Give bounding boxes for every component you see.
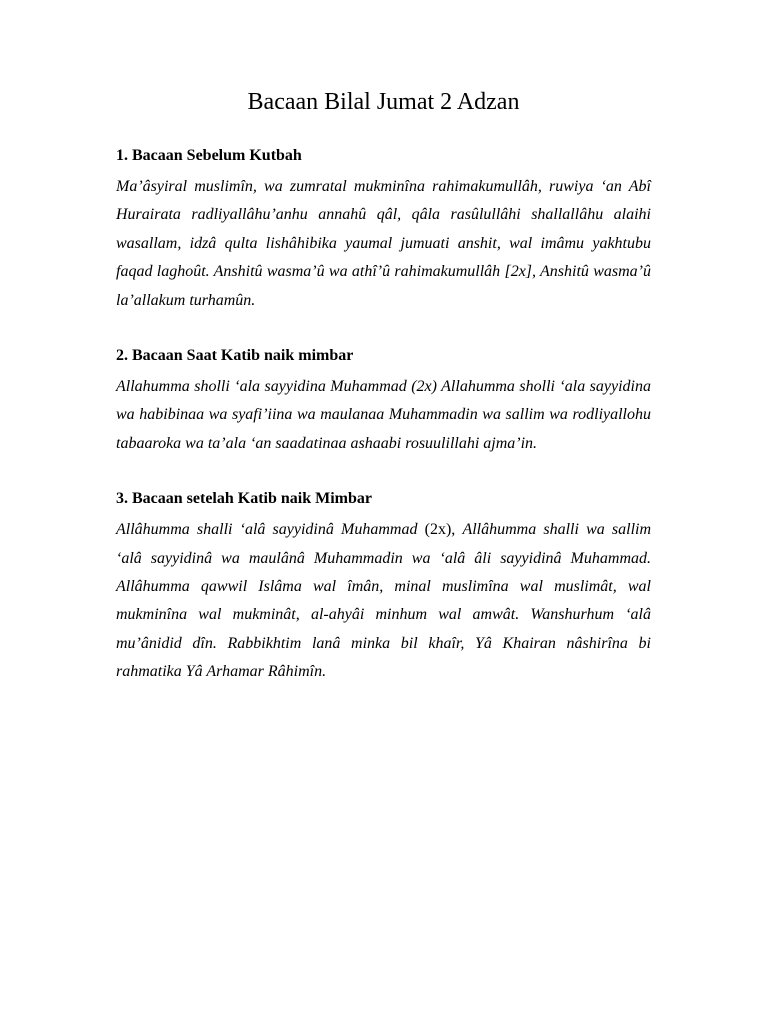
section-sebelum-kutbah bbox=[116, 145, 651, 315]
section-heading: 3. Bacaan setelah Katib naik Mimbar bbox=[116, 490, 373, 508]
page-title: Bacaan Bilal Jumat 2 Adzan bbox=[247, 89, 520, 115]
section-body: Allahumma sholli ‘ala sayyidina Muhammad (2x) Allahumma sholli ‘ala sayyidina wa habibinaa wa syafi’iina wa maulanaa Muhammadin wa sallim wa rodliyallohu tabaaroka wa ta’ala ‘an saadatinaa ashaabi rosuulillahi ajma’in. bbox=[116, 378, 651, 452]
document-page bbox=[116, 86, 651, 717]
section-heading: 2. Bacaan Saat Katib naik mimbar bbox=[116, 347, 354, 365]
section-body-text: Allâhumma shalli wa sallim ‘alâ sayyidinâ wa maulânâ Muhammadin wa ‘alâ âli sayyidinâ Muhammad. Allâhumma qawwil Islâma wal îmân, minal muslimîna wal muslimât, wal mukminîna wal mukminât, al-ahyâi minhum wal amwât. Wanshurhum ‘alâ mu’ânidid dîn. Rabbikhtim lanâ minka bil khaîr, Yâ Khairan nâshirîna bi rahmatika Yâ Arhamar Râhimîn. bbox=[116, 521, 652, 681]
section-setelah-katib-naik-mimbar bbox=[116, 488, 651, 686]
section-katib-naik-mimbar bbox=[116, 345, 651, 458]
section-body-text: Allâhumma shalli ‘alâ sayyidinâ Muhammad bbox=[116, 521, 418, 539]
section-body-text: (2x), bbox=[417, 521, 463, 539]
section-body bbox=[116, 516, 651, 686]
section-heading: 1. Bacaan Sebelum Kutbah bbox=[116, 147, 302, 164]
section-body: Ma’âsyiral muslimîn, wa zumratal mukminîna rahimakumullâh, ruwiya ‘an Abî Hurairata radliyallâhu’anhu annahû qâl, qâla rasûlullâhi shallallâhu alaihi wasallam, idzâ qulta lishâhibika yaumal jumuati anshit, wal imâmu yakhtubu faqad laghoût. Anshitû wasma’û wa athî’û rahimakumullâh [2x], Anshitû wasma’û la’allakum turhamûn. bbox=[116, 178, 651, 309]
